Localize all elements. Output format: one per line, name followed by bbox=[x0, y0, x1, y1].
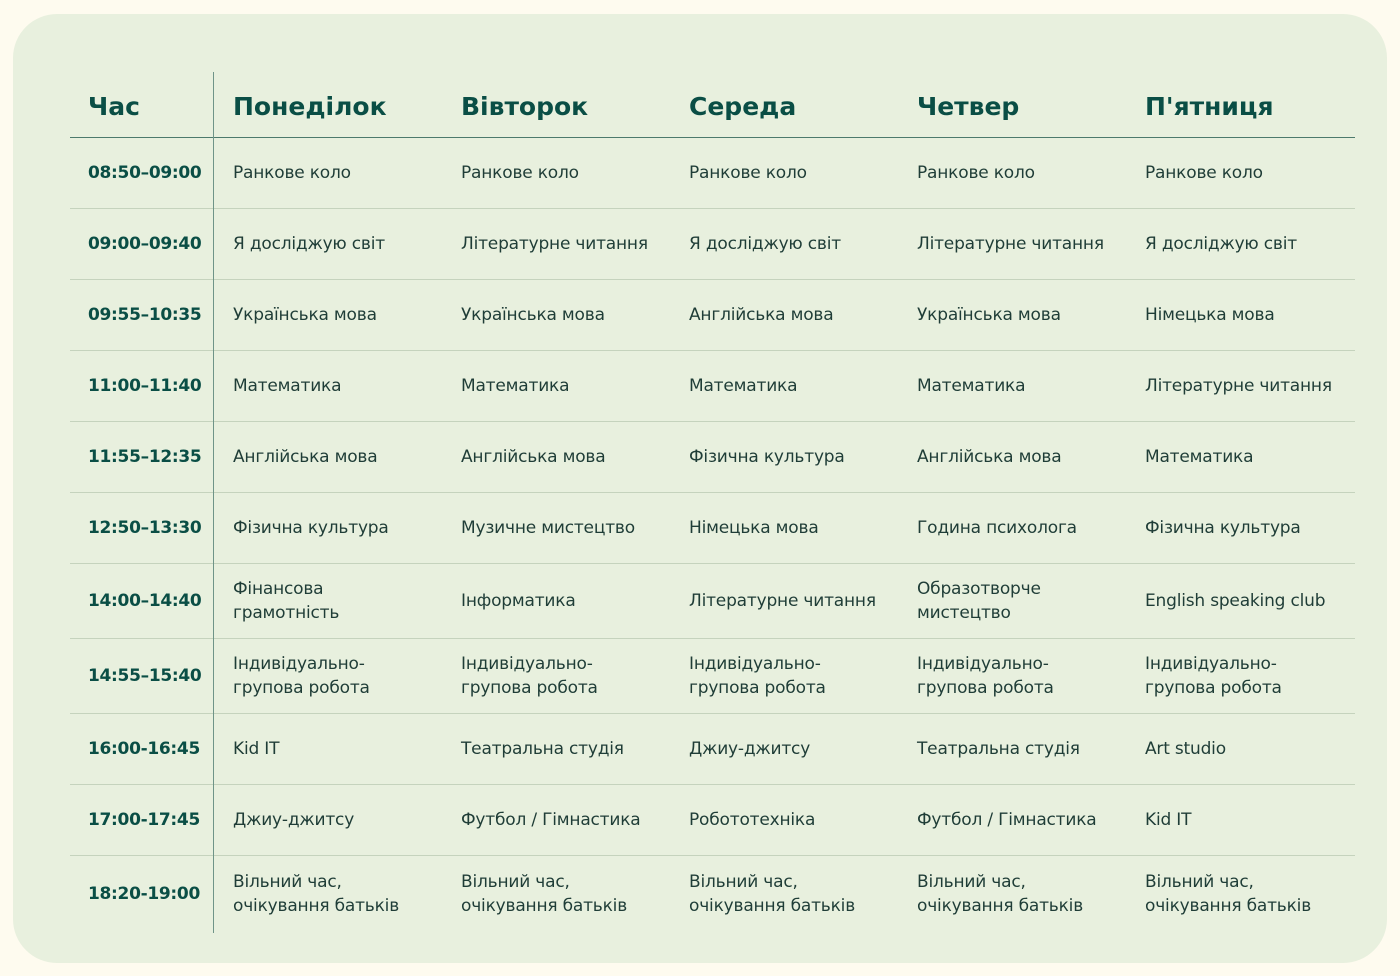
time-slot: 12:50–13:30 bbox=[88, 518, 202, 538]
lesson-cell: Ранкове коло bbox=[689, 163, 807, 183]
lesson-cell: Я досліджую світ bbox=[1145, 234, 1297, 254]
table-row bbox=[70, 714, 1355, 785]
table-row bbox=[70, 493, 1355, 564]
lesson-cell: Математика bbox=[233, 376, 342, 396]
lesson-cell: Англійська мова bbox=[233, 447, 378, 467]
header-thursday: Четвер bbox=[917, 92, 1020, 121]
lesson-cell: Літературне читання bbox=[689, 591, 876, 611]
lesson-cell: Образотворче мистецтво bbox=[917, 579, 1041, 623]
lesson-cell: Математика bbox=[689, 376, 798, 396]
time-slot: 08:50–09:00 bbox=[88, 163, 202, 183]
time-slot: 09:55–10:35 bbox=[88, 305, 202, 325]
lesson-cell: Українська мова bbox=[461, 305, 605, 325]
lesson-cell: Українська мова bbox=[233, 305, 377, 325]
lesson-cell: Літературне читання bbox=[1145, 376, 1332, 396]
lesson-cell: Вільний час, очікування батьків bbox=[1145, 871, 1312, 916]
lesson-cell: Фізична культура bbox=[1145, 518, 1301, 538]
lesson-cell: English speaking club bbox=[1145, 591, 1326, 611]
schedule-card bbox=[13, 14, 1387, 963]
header-monday: Понеділок bbox=[233, 92, 387, 121]
table-row bbox=[70, 856, 1355, 931]
lesson-cell: Літературне читання bbox=[917, 234, 1104, 254]
lesson-cell: Математика bbox=[461, 376, 570, 396]
time-slot: 11:00–11:40 bbox=[88, 376, 202, 396]
lesson-cell: Джиу-джитсу bbox=[689, 739, 811, 759]
lesson-cell: Футбол / Гімнастика bbox=[917, 810, 1097, 830]
lesson-cell: Математика bbox=[917, 376, 1026, 396]
table-row bbox=[70, 785, 1355, 856]
lesson-cell: Індивідуально- групова робота bbox=[461, 654, 598, 698]
lesson-cell: Фінансова грамотність bbox=[233, 579, 340, 623]
table-header-row bbox=[70, 72, 1355, 138]
table-row bbox=[70, 639, 1355, 714]
header-tuesday: Вівторок bbox=[461, 92, 589, 121]
lesson-cell: Англійська мова bbox=[917, 447, 1062, 467]
lesson-cell: Німецька мова bbox=[1145, 305, 1275, 325]
lesson-cell: Я досліджую світ bbox=[233, 234, 385, 254]
lesson-cell: Фізична культура bbox=[233, 518, 389, 538]
table-row bbox=[70, 351, 1355, 422]
lesson-cell: Англійська мова bbox=[689, 305, 834, 325]
lesson-cell: Футбол / Гімнастика bbox=[461, 810, 641, 830]
lesson-cell: Art studio bbox=[1145, 739, 1226, 759]
lesson-cell: Театральна студія bbox=[461, 739, 624, 759]
schedule-table bbox=[70, 72, 1355, 931]
lesson-cell: Індивідуально- групова робота bbox=[689, 654, 826, 698]
lesson-cell: Вільний час, очікування батьків bbox=[233, 871, 400, 916]
table-row bbox=[70, 422, 1355, 493]
header-wednesday: Середа bbox=[689, 92, 797, 121]
table-row bbox=[70, 209, 1355, 280]
lesson-cell: Індивідуально- групова робота bbox=[1145, 654, 1282, 698]
lesson-cell: Джиу-джитсу bbox=[233, 810, 355, 830]
table-row bbox=[70, 564, 1355, 639]
lesson-cell: Ранкове коло bbox=[233, 163, 351, 183]
lesson-cell: Індивідуально- групова робота bbox=[917, 654, 1054, 698]
lesson-cell: Ранкове коло bbox=[1145, 163, 1263, 183]
lesson-cell: Ранкове коло bbox=[461, 163, 579, 183]
lesson-cell: Інформатика bbox=[461, 591, 576, 611]
lesson-cell: Українська мова bbox=[917, 305, 1061, 325]
table-row bbox=[70, 280, 1355, 351]
lesson-cell: Літературне читання bbox=[461, 234, 648, 254]
lesson-cell: Театральна студія bbox=[917, 739, 1080, 759]
time-slot: 17:00-17:45 bbox=[88, 810, 200, 830]
lesson-cell: Музичне мистецтво bbox=[461, 518, 635, 538]
time-slot: 14:55–15:40 bbox=[88, 666, 202, 686]
lesson-cell: Kid IT bbox=[1145, 810, 1192, 830]
lesson-cell: Вільний час, очікування батьків bbox=[917, 871, 1084, 916]
lesson-cell: Ранкове коло bbox=[917, 163, 1035, 183]
lesson-cell: Індивідуально- групова робота bbox=[233, 654, 370, 698]
lesson-cell: Вільний час, очікування батьків bbox=[461, 871, 628, 916]
header-time: Час bbox=[88, 92, 140, 121]
time-slot: 11:55–12:35 bbox=[88, 447, 202, 467]
lesson-cell: Англійська мова bbox=[461, 447, 606, 467]
lesson-cell: Фізична культура bbox=[689, 447, 845, 467]
lesson-cell: Математика bbox=[1145, 447, 1254, 467]
lesson-cell: Година психолога bbox=[917, 518, 1077, 538]
lesson-cell: Вільний час, очікування батьків bbox=[689, 871, 856, 916]
lesson-cell: Kid IT bbox=[233, 739, 280, 759]
table-row bbox=[70, 138, 1355, 209]
lesson-cell: Німецька мова bbox=[689, 518, 819, 538]
time-column-divider bbox=[213, 72, 214, 933]
header-friday: П'ятниця bbox=[1145, 92, 1274, 121]
time-slot: 14:00–14:40 bbox=[88, 591, 202, 611]
lesson-cell: Робототехніка bbox=[689, 810, 816, 830]
time-slot: 18:20-19:00 bbox=[88, 883, 200, 904]
time-slot: 09:00–09:40 bbox=[88, 234, 202, 254]
lesson-cell: Я досліджую світ bbox=[689, 234, 841, 254]
time-slot: 16:00-16:45 bbox=[88, 739, 200, 759]
